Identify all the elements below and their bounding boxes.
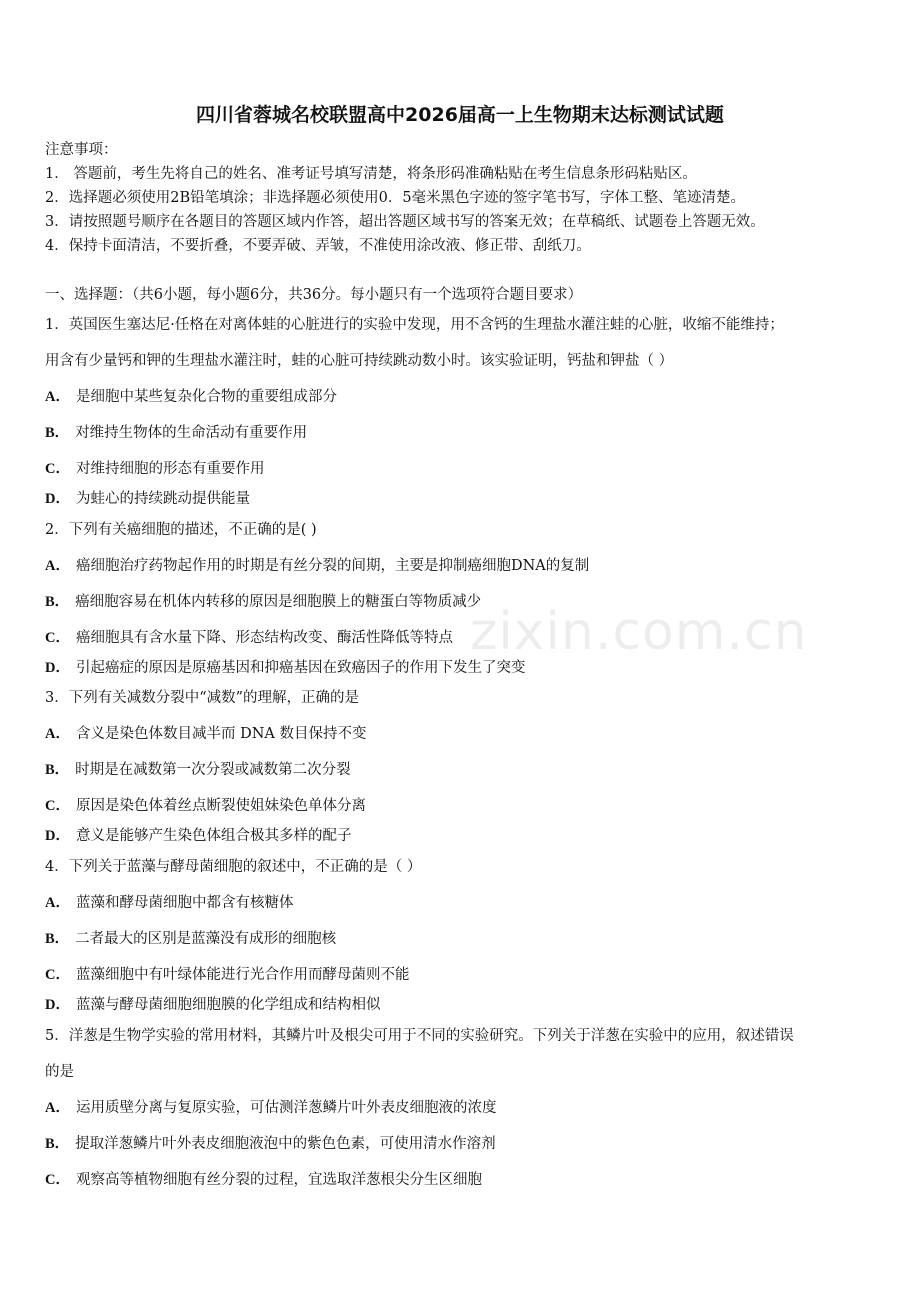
notice-item: 3．请按照题号顺序在各题目的答题区域内作答，超出答题区域书写的答案无效；在草稿纸、试题卷上答题无效。: [45, 214, 765, 230]
option-letter: A．: [45, 558, 70, 574]
option-text: 蓝藻和酵母菌细胞中都含有核糖体: [75, 895, 294, 911]
question-3-stem: 3．下列有关减数分裂中“减数”的理解，正确的是: [45, 690, 360, 706]
question-1-stem: 1．英国医生塞达尼·任格在对离体蛙的心脏进行的实验中发现，用不含钙的生理盐水灌注蛙的心脏，收缩不能维持；: [45, 317, 784, 333]
option-d: [45, 487, 250, 508]
option-d: [45, 824, 351, 845]
notice-heading: 注意事项：: [45, 142, 118, 158]
notice-item: 1． 答题前，考生先将自己的姓名、准考证号填写清楚，将条形码准确粘贴在考生信息条形码粘贴区。: [45, 166, 697, 182]
option-b: [45, 590, 481, 611]
option-letter: B．: [45, 425, 70, 441]
option-text: 引起癌症的原因是原癌基因和抑癌基因在致癌因子的作用下发生了突变: [75, 660, 526, 676]
option-text: 二者最大的区别是蓝藻没有成形的细胞核: [75, 931, 337, 947]
option-text: 意义是能够产生染色体组合极其多样的配子: [75, 828, 352, 844]
option-b: [45, 421, 307, 442]
option-letter: A．: [45, 895, 70, 911]
option-letter: B．: [45, 762, 70, 778]
option-b: [45, 1132, 496, 1153]
option-letter: B．: [45, 594, 70, 610]
option-text: 癌细胞治疗药物起作用的时期是有丝分裂的间期，主要是抑制癌细胞DNA的复制: [75, 558, 590, 574]
option-c: [45, 1168, 482, 1189]
option-text: 提取洋葱鳞片叶外表皮细胞液泡中的紫色色素，可使用清水作溶剂: [75, 1136, 496, 1152]
option-letter: D．: [45, 997, 70, 1013]
option-letter: C．: [45, 967, 70, 983]
option-text: 癌细胞具有含水量下降、形态结构改变、酶活性降低等特点: [75, 630, 453, 646]
option-letter: D．: [45, 491, 70, 507]
option-letter: C．: [45, 630, 70, 646]
option-text: 蓝藻细胞中有叶绿体能进行光合作用而酵母菌则不能: [75, 967, 410, 983]
page-title: 四川省蓉城名校联盟高中2026届高一上生物期末达标测试试题: [196, 104, 724, 126]
question-5-stem: 的是: [45, 1064, 74, 1080]
option-text: 癌细胞容易在机体内转移的原因是细胞膜上的糖蛋白等物质减少: [75, 594, 482, 610]
option-c: [45, 626, 453, 647]
option-text: 对维持生物体的生命活动有重要作用: [75, 425, 308, 441]
option-c: [45, 457, 264, 478]
option-d: [45, 656, 525, 677]
option-a: [45, 891, 293, 912]
option-letter: A．: [45, 1100, 70, 1116]
option-a: [45, 554, 589, 575]
notice-item: 4．保持卡面清洁，不要折叠，不要弄破、弄皱，不准使用涂改液、修正带、刮纸刀。: [45, 238, 591, 254]
option-letter: A．: [45, 726, 70, 742]
option-letter: C．: [45, 1172, 70, 1188]
option-letter: B．: [45, 1136, 70, 1152]
option-a: [45, 1096, 496, 1117]
notice-item: 2．选择题必须使用2B铅笔填涂；非选择题必须使用0．5毫米黑色字迹的签字笔书写，字体工整、笔迹清楚。: [45, 190, 746, 206]
option-b: [45, 758, 351, 779]
option-text: 是细胞中某些复杂化合物的重要组成部分: [75, 389, 337, 405]
question-4-stem: 4．下列关于蓝藻与酵母菌细胞的叙述中，不正确的是（ ）: [45, 859, 422, 875]
option-text: 原因是染色体着丝点断裂使姐妹染色单体分离: [75, 798, 366, 814]
option-text: 对维持细胞的形态有重要作用: [75, 461, 265, 477]
option-letter: D．: [45, 660, 70, 676]
option-text: 蓝藻与酵母菌细胞细胞膜的化学组成和结构相似: [75, 997, 381, 1013]
watermark: zixin.com.cn: [470, 602, 808, 662]
question-2-stem: 2．下列有关癌细胞的描述，不正确的是( ): [45, 522, 317, 538]
option-c: [45, 963, 409, 984]
question-1-stem: 用含有少量钙和钾的生理盐水灌注时，蛙的心脏可持续跳动数小时。该实验证明，钙盐和钾盐（ ）: [45, 353, 674, 369]
option-text: 观察高等植物细胞有丝分裂的过程，宜选取洋葱根尖分生区细胞: [75, 1172, 482, 1188]
section-heading: 一、选择题：（共6小题，每小题6分，共36分。每小题只有一个选项符合题目要求）: [45, 287, 583, 303]
question-5-stem: 5．洋葱是生物学实验的常用材料，其鳞片叶及根尖可用于不同的实验研究。下列关于洋葱在实验中的应用，叙述错误: [45, 1028, 794, 1044]
option-text: 时期是在减数第一次分裂或减数第二次分裂: [75, 762, 351, 778]
option-a: [45, 385, 337, 406]
option-text: 运用质壁分离与复原实验，可估测洋葱鳞片叶外表皮细胞液的浓度: [75, 1100, 497, 1116]
option-a: [45, 722, 367, 743]
option-letter: C．: [45, 798, 70, 814]
option-letter: A．: [45, 389, 70, 405]
option-d: [45, 993, 380, 1014]
option-letter: D．: [45, 828, 70, 844]
option-letter: C．: [45, 461, 70, 477]
option-c: [45, 794, 366, 815]
option-text: 为蛙心的持续跳动提供能量: [75, 491, 250, 507]
option-text: 含义是染色体数目减半而 DNA 数目保持不变: [75, 726, 367, 742]
option-letter: B．: [45, 931, 70, 947]
option-b: [45, 927, 336, 948]
